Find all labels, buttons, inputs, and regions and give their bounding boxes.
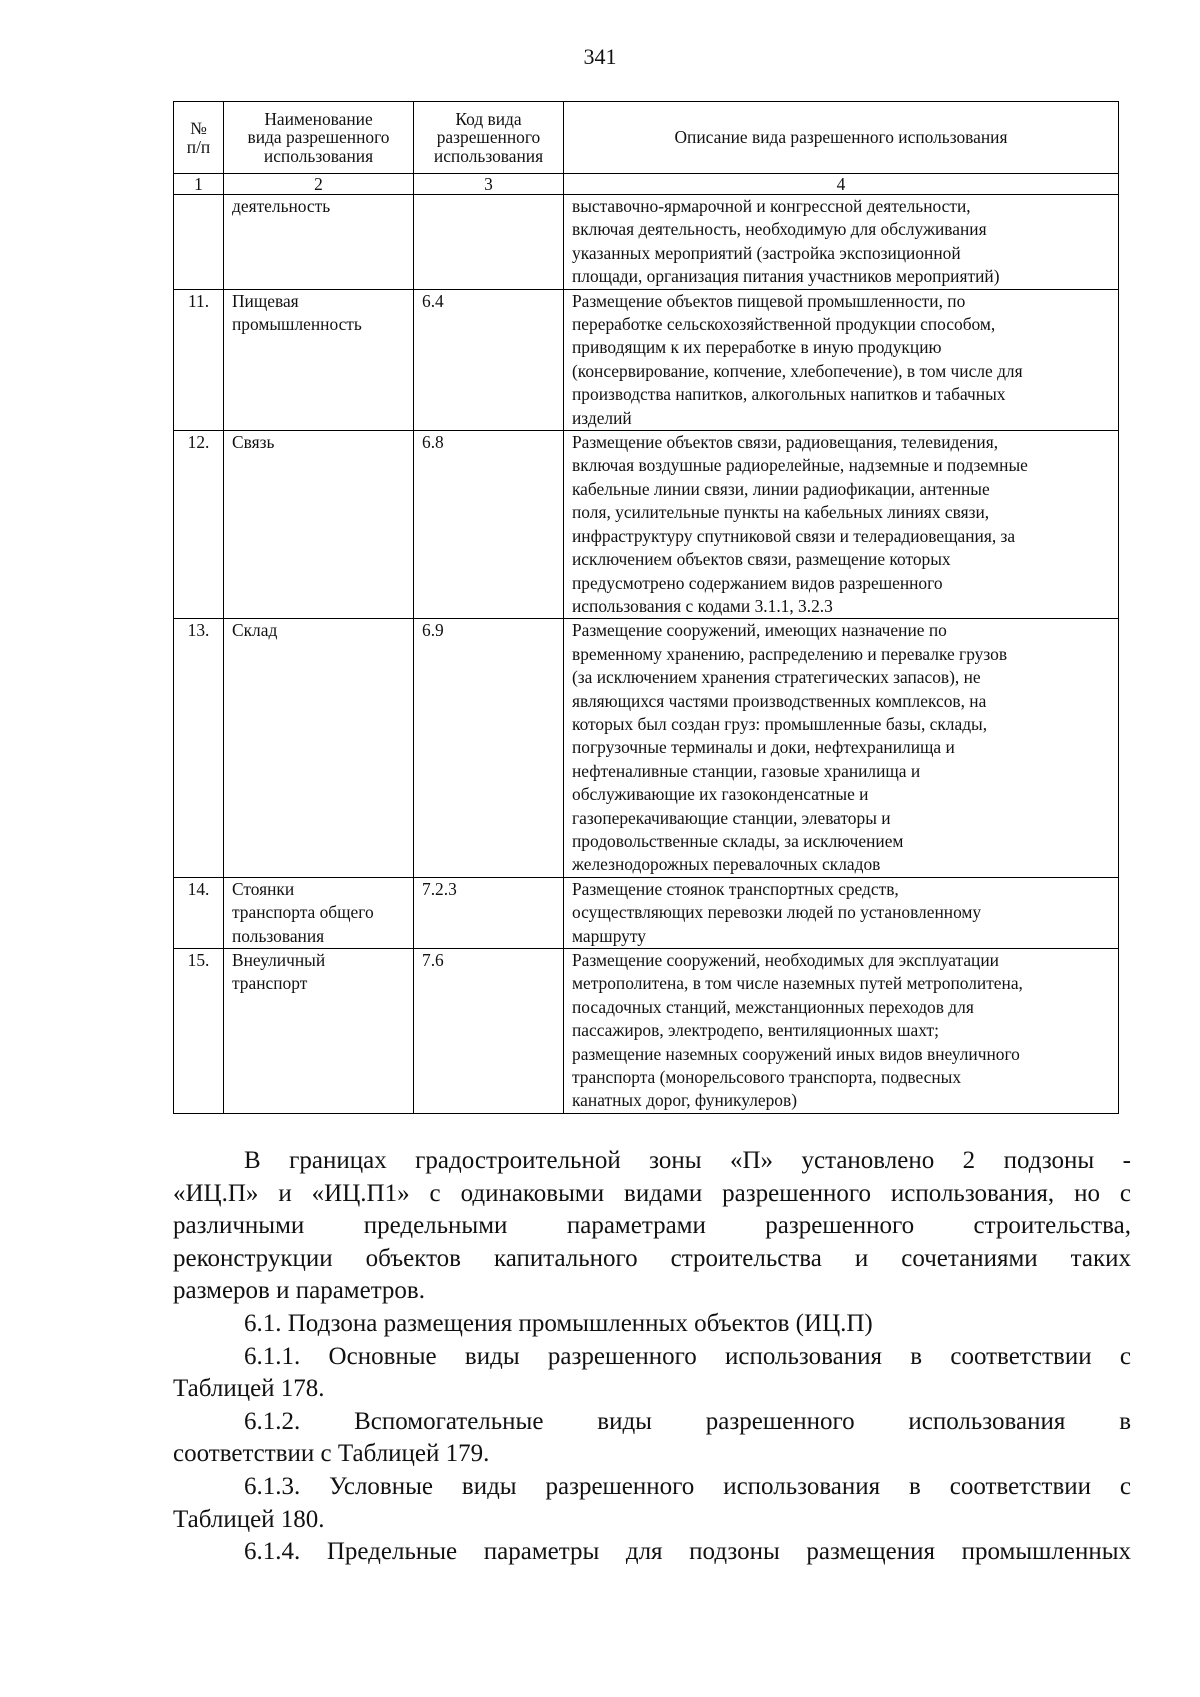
description-line: осуществляющих перевозки людей по установленному xyxy=(572,902,982,923)
colnum-3: 3 xyxy=(414,174,564,195)
description-line: (за исключением хранения стратегических запасов), не xyxy=(572,667,981,688)
description-line: погрузочные терминалы и доки, нефтехранилища и xyxy=(572,737,955,758)
subzone-title: 6.1. Подзона размещения промышленных объектов (ИЦ.П) xyxy=(244,1309,873,1337)
row-number: 15. xyxy=(174,949,224,1114)
page-number: 341 xyxy=(583,44,617,69)
row-use-description xyxy=(564,949,1119,1114)
row-use-name xyxy=(224,431,414,619)
land-use-table xyxy=(173,101,1119,1114)
header-line: Код вида xyxy=(455,108,522,129)
paragraph-main-uses xyxy=(173,1341,1131,1406)
row-number xyxy=(174,195,224,290)
table-body xyxy=(174,195,1119,1114)
row-number: 14. xyxy=(174,877,224,948)
description-line: посадочных станций, межстанционных переходов для xyxy=(572,996,974,1017)
description-line: изделий xyxy=(572,407,632,428)
column-number-row xyxy=(174,174,1119,195)
use-name-line: Стоянки xyxy=(232,878,295,899)
description-line: железнодорожных перевалочных складов xyxy=(572,854,881,875)
row-use-code xyxy=(414,195,564,290)
header-line: разрешенного xyxy=(436,127,541,148)
header-code xyxy=(414,102,564,174)
description-line: выставочно-ярмарочной и конгрессной деятельности, xyxy=(572,196,971,216)
row-use-name xyxy=(224,949,414,1114)
description-line: транспорта (монорельсового транспорта, подвесных xyxy=(572,1067,962,1088)
row-use-code: 7.6 xyxy=(414,949,564,1114)
row-number: 13. xyxy=(174,619,224,877)
text-line: Таблицей 178. xyxy=(173,1375,325,1403)
description-line: предусмотрено содержанием видов разрешенного xyxy=(572,572,943,593)
text-line: различными предельными параметрами разрешенного строительства, xyxy=(173,1212,1131,1240)
row-number: 11. xyxy=(174,289,224,430)
description-line: газоперекачивающие станции, элеваторы и xyxy=(572,807,891,828)
header-line: использования xyxy=(433,145,544,166)
text-line: размеров и параметров. xyxy=(173,1277,425,1305)
use-name-line: Склад xyxy=(232,620,278,641)
description-line: метрополитена, в том числе наземных путей метрополитена, xyxy=(572,973,1023,994)
use-name-line: транспорт xyxy=(232,973,308,994)
use-name-line: промышленность xyxy=(232,314,362,335)
description-line: пассажиров, электродепо, вентиляционных шахт; xyxy=(572,1020,939,1041)
description-line: кабельные линии связи, линии радиофикации, антенные xyxy=(572,478,990,499)
limit-params-line: 6.1.4. Предельные параметры для подзоны размещения промышленных xyxy=(244,1538,1131,1566)
row-use-code: 6.9 xyxy=(414,619,564,877)
description-line: (консервирование, копчение, хлебопечение), в том числе для xyxy=(572,360,1023,381)
table-row xyxy=(174,619,1119,877)
row-use-name xyxy=(224,877,414,948)
description-line: маршруту xyxy=(572,925,646,946)
table-row xyxy=(174,949,1119,1114)
header-line: Наименование xyxy=(264,108,373,129)
row-use-description xyxy=(564,431,1119,619)
row-use-name xyxy=(224,289,414,430)
description-line: включая деятельность, необходимую для обслуживания xyxy=(572,219,987,240)
description-line: площади, организация питания участников мероприятий) xyxy=(572,266,1000,287)
colnum-1: 1 xyxy=(174,174,224,195)
use-name-line: транспорта общего xyxy=(232,902,374,923)
table-row xyxy=(174,877,1119,948)
paragraph-subzone-title xyxy=(173,1308,1131,1341)
row-use-code: 6.8 xyxy=(414,431,564,619)
paragraph-conditional-uses xyxy=(173,1471,1131,1536)
header-line: использования xyxy=(263,145,374,166)
description-line: инфраструктуру спутниковой связи и телерадиовещания, за xyxy=(572,525,1016,546)
use-name-line: деятельность xyxy=(232,196,331,216)
colnum-4: 4 xyxy=(564,174,1119,195)
paragraph-auxiliary-uses xyxy=(173,1406,1131,1471)
row-use-code: 7.2.3 xyxy=(414,877,564,948)
paragraph-limit-params xyxy=(173,1536,1131,1569)
paragraph-subzones xyxy=(173,1145,1131,1308)
header-line: вида разрешенного xyxy=(247,127,390,148)
description-line: являющихся частями производственных комплексов, на xyxy=(572,690,987,711)
description-line: включая воздушные радиорелейные, надземные и подземные xyxy=(572,455,1028,476)
text-line: 6.1.3. Условные виды разрешенного использования в соответствии с xyxy=(244,1472,1131,1500)
header-name xyxy=(224,102,414,174)
description-line: нефтеналивные станции, газовые хранилища и xyxy=(572,760,921,781)
use-name-line: Внеуличный xyxy=(232,950,326,970)
use-name-line: Связь xyxy=(232,432,275,453)
table-row xyxy=(174,289,1119,430)
description-line: которых был создан груз: промышленные базы, склады, xyxy=(572,713,988,734)
description-line: Размещение сооружений, необходимых для эксплуатации xyxy=(572,950,999,970)
description-line: канатных дорог, фуникулеров) xyxy=(572,1090,797,1111)
description-line: Размещение сооружений, имеющих назначение по xyxy=(572,620,947,641)
description-line: исключением объектов связи, размещение которых xyxy=(572,549,951,570)
description-line: Размещение стоянок транспортных средств, xyxy=(572,878,899,899)
table-header-row xyxy=(174,102,1119,174)
text-line: соответствии с Таблицей 179. xyxy=(173,1440,490,1468)
row-use-name xyxy=(224,195,414,290)
header-line: Описание вида разрешенного использования xyxy=(674,127,1008,148)
description-line: Размещение объектов связи, радиовещания, телевидения, xyxy=(572,432,999,453)
table-row xyxy=(174,195,1119,290)
text-line: В границах градостроительной зоны «П» установлено 2 подзоны - xyxy=(244,1147,1131,1174)
description-line: указанных мероприятий (застройка экспозиционной xyxy=(572,242,961,263)
header-number xyxy=(174,102,224,174)
description-line: размещение наземных сооружений иных видов внеуличного xyxy=(572,1043,1020,1064)
row-use-description xyxy=(564,289,1119,430)
row-use-code: 6.4 xyxy=(414,289,564,430)
row-use-description xyxy=(564,619,1119,877)
description-line: поля, усилительные пункты на кабельных линиях связи, xyxy=(572,502,990,523)
text-line: Таблицей 180. xyxy=(173,1505,325,1533)
body-text xyxy=(173,1145,1131,1569)
header-description xyxy=(564,102,1119,174)
description-line: обслуживающие их газоконденсатные и xyxy=(572,784,869,805)
description-line: переработке сельскохозяйственной продукции способом, xyxy=(572,314,996,335)
text-line: «ИЦ.П» и «ИЦ.П1» с одинаковыми видами разрешенного использования, но с xyxy=(173,1179,1131,1207)
row-use-name xyxy=(224,619,414,877)
text-line: реконструкции объектов капитального строительства и сочетаниями таких xyxy=(173,1244,1131,1272)
header-line: № xyxy=(190,118,207,138)
text-line: 6.1.1. Основные виды разрешенного использования в соответствии с xyxy=(244,1342,1131,1370)
description-line: продовольственные склады, за исключением xyxy=(572,830,904,851)
description-line: производства напитков, алкогольных напитков и табачных xyxy=(572,384,1006,405)
use-name-line: Пищевая xyxy=(232,290,299,311)
row-use-description xyxy=(564,195,1119,290)
colnum-2: 2 xyxy=(224,174,414,195)
description-line: использования с кодами 3.1.1, 3.2.3 xyxy=(572,595,833,616)
description-line: Размещение объектов пищевой промышленности, по xyxy=(572,290,966,311)
table-row xyxy=(174,431,1119,619)
row-number: 12. xyxy=(174,431,224,619)
row-use-description xyxy=(564,877,1119,948)
description-line: приводящим к их переработке в иную продукцию xyxy=(572,337,942,358)
header-line: п/п xyxy=(186,136,211,157)
description-line: временному хранению, распределению и перевалке грузов xyxy=(572,643,1008,664)
use-name-line: пользования xyxy=(232,925,325,946)
text-line: 6.1.2. Вспомогательные виды разрешенного использования в xyxy=(244,1407,1131,1435)
